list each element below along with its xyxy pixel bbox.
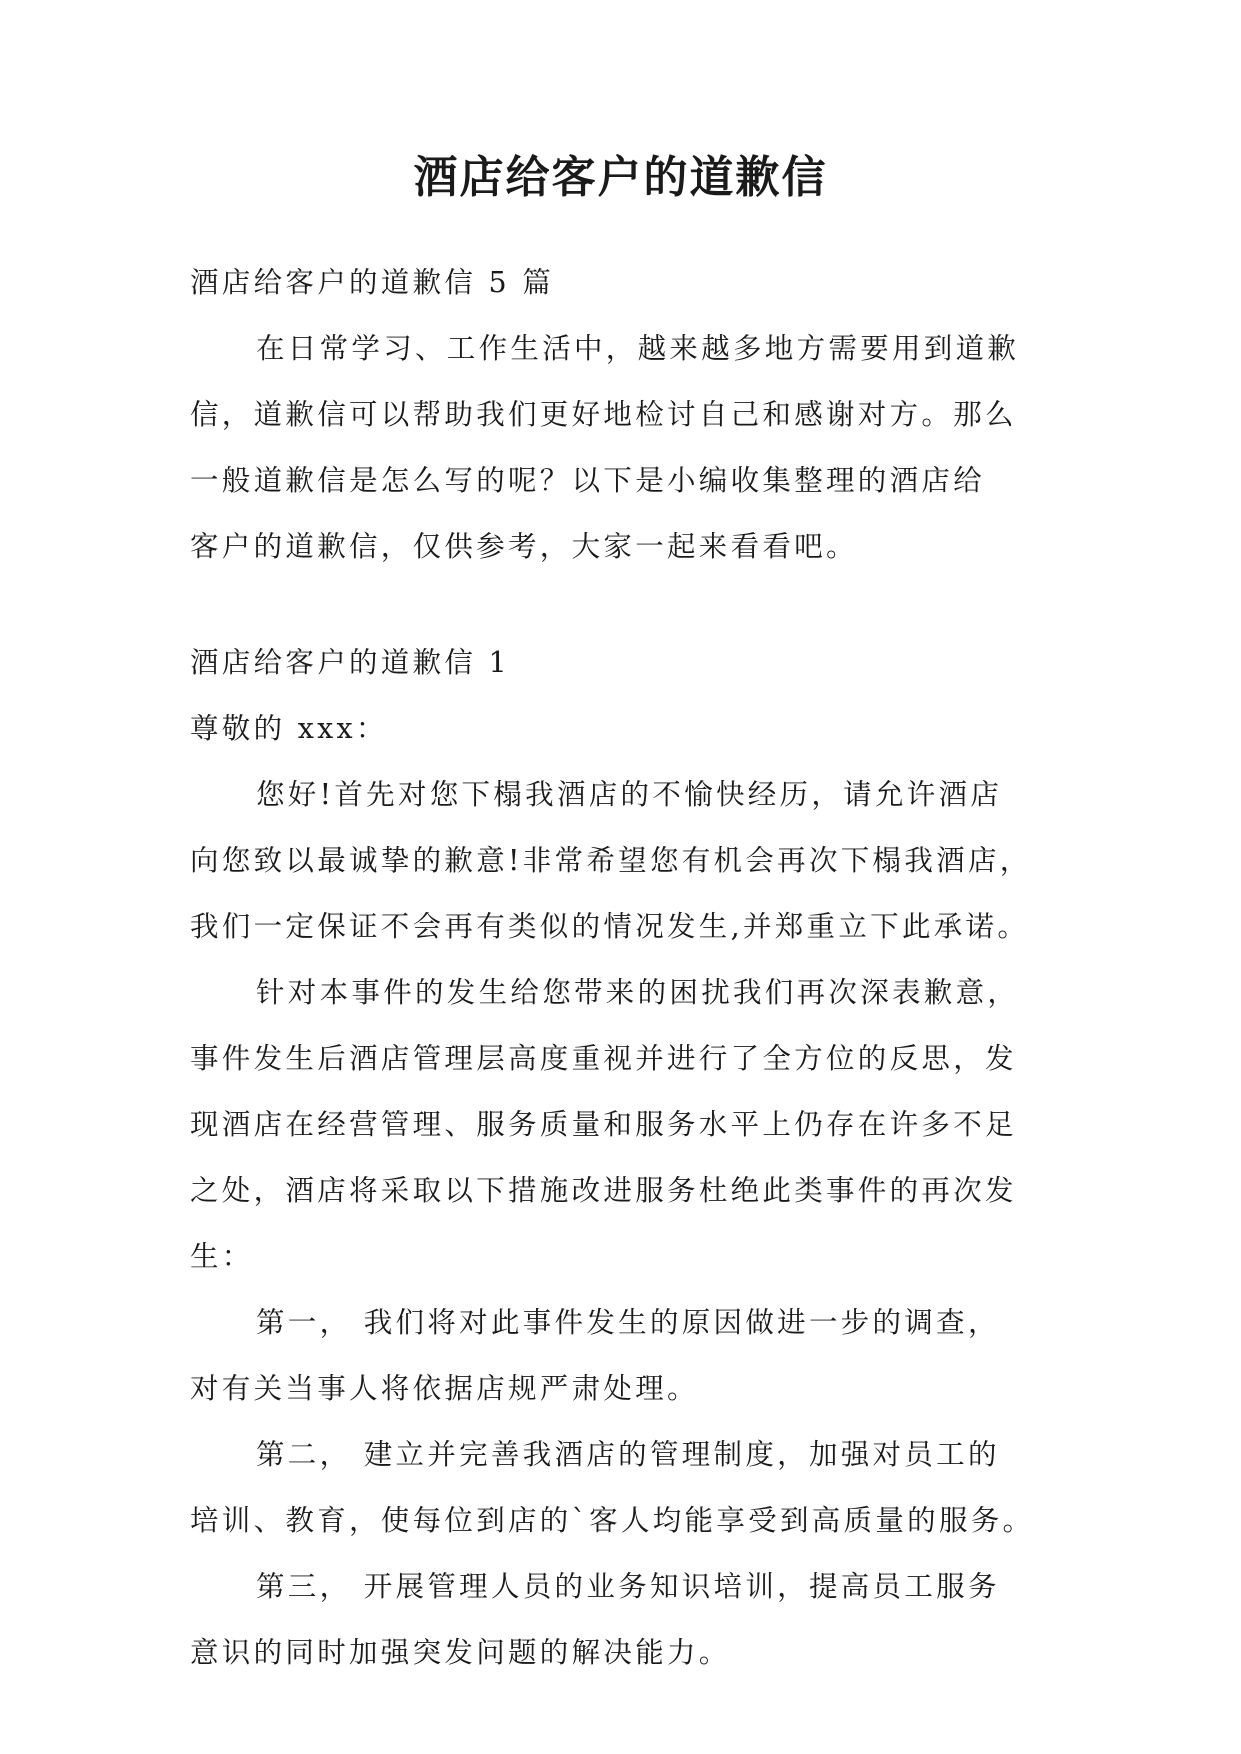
paragraph-line: 意识的同时加强突发问题的解决能力。 (190, 1636, 731, 1669)
paragraph-line: 现酒店在经营管理、服务质量和服务水平上仍存在许多不足 (190, 1108, 1017, 1141)
paragraph-line: 我们一定保证不会再有类似的情况发生,并郑重立下此承诺。 (190, 910, 1030, 943)
intro-line: 信，道歉信可以帮助我们更好地检讨自己和感谢对方。那么 (190, 398, 1017, 431)
paragraph-line: 对有关当事人将依据店规严肃处理。 (190, 1372, 699, 1405)
intro-section (190, 250, 1060, 580)
paragraph-line: 事件发生后酒店管理层高度重视并进行了全方位的反思，发 (190, 1042, 1017, 1075)
letter-salutation: 尊敬的 xxx： (190, 712, 388, 745)
paragraph-line: 第二， 建立并完善我酒店的管理制度，加强对员工的 (256, 1438, 1000, 1471)
paragraph-line: 培训、教育，使每位到店的`客人均能享受到高质量的服务。 (190, 1504, 1035, 1537)
paragraph-line: 向您致以最诚挚的歉意!非常希望您有机会再次下榻我酒店， (190, 844, 1032, 877)
paragraph-line: 您好!首先对您下榻我酒店的不愉快经历，请允许酒店 (256, 778, 1003, 811)
document-title: 酒店给客户的道歉信 (413, 152, 828, 203)
intro-line: 客户的道歉信，仅供参考，大家一起来看看吧。 (190, 530, 858, 563)
intro-line: 一般道歉信是怎么写的呢？以下是小编收集整理的酒店给 (190, 464, 986, 497)
paragraph-line: 第一， 我们将对此事件发生的原因做进一步的调查， (256, 1306, 1000, 1339)
paragraph-line: 第三， 开展管理人员的业务知识培训，提高员工服务 (256, 1570, 1000, 1603)
letter-heading: 酒店给客户的道歉信 1 (190, 646, 510, 679)
paragraph-line: 之处，酒店将采取以下措施改进服务杜绝此类事件的再次发 (190, 1174, 1017, 1207)
paragraph-line: 生： (190, 1240, 254, 1273)
intro-heading: 酒店给客户的道歉信 5 篇 (190, 266, 555, 299)
intro-line: 在日常学习、工作生活中，越来越多地方需要用到道歉 (256, 332, 1020, 365)
paragraph-line: 针对本事件的发生给您带来的困扰我们再次深表歉意， (256, 976, 1020, 1009)
letter-section (190, 630, 1060, 1686)
